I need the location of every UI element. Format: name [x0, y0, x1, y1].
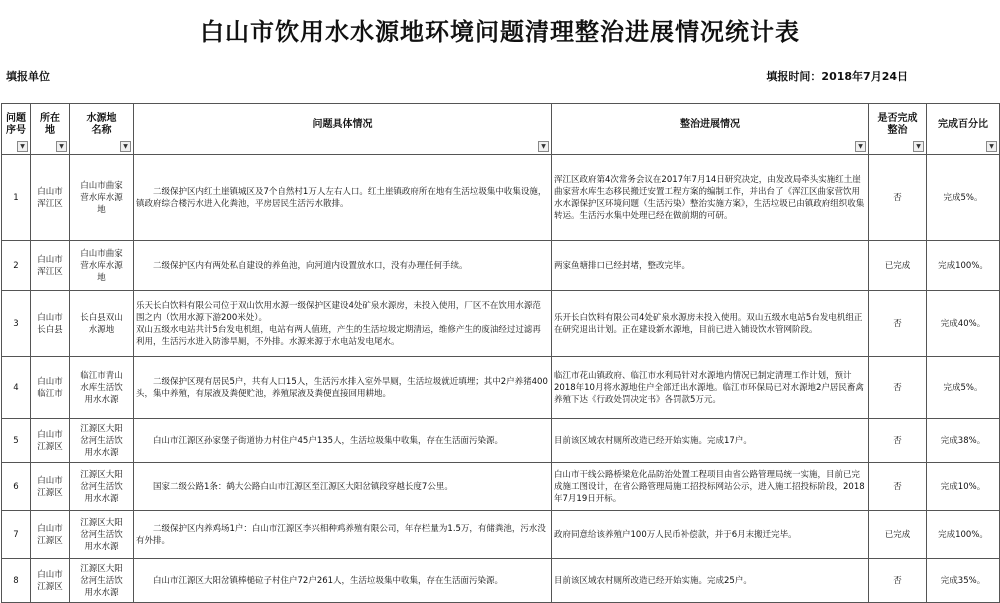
table-row [2, 559, 1000, 603]
cell-source: 白山市曲家 营水库水源 地 [70, 155, 134, 241]
table-row [2, 155, 1000, 241]
cell-percent: 完成35%。 [927, 559, 1000, 603]
cell-no: 5 [2, 419, 31, 463]
cell-source: 江源区大阳 岔河生活饮 用水水源 [70, 511, 134, 559]
cell-progress: 乐开长白饮料有限公司4处矿泉水源房未投入使用。双山五级水电站5台发电机组正在研究退出计划。正在建设新水源地，目前已进入铺设饮水管网阶段。 [552, 291, 869, 357]
cell-no: 4 [2, 357, 31, 419]
cell-progress: 政府同意给该养殖户100万人民币补偿款，并于6月末搬迁完毕。 [552, 511, 869, 559]
cell-percent: 完成10%。 [927, 463, 1000, 511]
header-row [2, 104, 1000, 155]
cell-problem: 乐天长白饮料有限公司位于双山饮用水源一级保护区建设4处矿泉水源房，未投入使用，厂区不在饮用水源范围之内（饮用水源下游200米处）。 双山五级水电站共计5台发电机组，电站有两人值班，产生的生活垃圾定期清运，维修产生的废油经过过滤再利用，生活污水进入防渗旱厕，不外排。水源来源于水电站发电尾水。 [134, 291, 552, 357]
cell-location: 白山市 江源区 [31, 419, 70, 463]
filter-dropdown-icon[interactable]: ▼ [986, 141, 997, 152]
table-row [2, 511, 1000, 559]
table-row [2, 419, 1000, 463]
cell-problem: 二级保护区内养鸡场1户：白山市江源区李兴相种鸡养殖有限公司，年存栏量为1.5万，有储粪池，污水没有外排。 [134, 511, 552, 559]
table-row [2, 463, 1000, 511]
cell-progress: 目前该区域农村厕所改造已经开始实施。完成25户。 [552, 559, 869, 603]
header-location: 所在 地 ▼ [31, 104, 70, 155]
cell-location: 白山市 长白县 [31, 291, 70, 357]
cell-location: 白山市 江源区 [31, 463, 70, 511]
filter-dropdown-icon[interactable]: ▼ [17, 141, 28, 152]
header-no: 问题 序号 ▼ [2, 104, 31, 155]
cell-completed: 否 [869, 419, 927, 463]
filter-dropdown-icon[interactable]: ▼ [120, 141, 131, 152]
cell-progress: 两家鱼塘排口已经封堵，整改完毕。 [552, 241, 869, 291]
table-row [2, 291, 1000, 357]
cell-source: 江源区大阳 岔河生活饮 用水水源 [70, 559, 134, 603]
cell-problem: 二级保护区现有居民5户，共有人口15人，生活污水排入室外旱厕，生活垃圾就近填埋；其中2户养猪400头，集中养殖，有尿液及粪便贮池，养殖尿液及粪便直接回用耕地。 [134, 357, 552, 419]
cell-percent: 完成100%。 [927, 241, 1000, 291]
header-completed: 是否完成 整治 ▼ [869, 104, 927, 155]
filter-dropdown-icon[interactable]: ▼ [913, 141, 924, 152]
cell-problem: 二级保护区内红土崖镇城区及7个自然村1万人左右人口。红土崖镇政府所在地有生活垃圾集中收集设施，镇政府综合楼污水进入化粪池，平房居民生活污水散排。 [134, 155, 552, 241]
header-source: 水源地 名称 ▼ [70, 104, 134, 155]
cell-location: 白山市 临江市 [31, 357, 70, 419]
cell-no: 1 [2, 155, 31, 241]
filter-dropdown-icon[interactable]: ▼ [538, 141, 549, 152]
cell-completed: 否 [869, 463, 927, 511]
cell-source: 江源区大阳 岔河生活饮 用水水源 [70, 419, 134, 463]
cell-location: 白山市 江源区 [31, 559, 70, 603]
table-row [2, 357, 1000, 419]
report-time: 填报时间：2018年7月24日 [766, 70, 908, 83]
cell-percent: 完成100%。 [927, 511, 1000, 559]
cell-problem: 国家二级公路1条：鹤大公路白山市江源区至江源区大阳岔镇段穿越长度7公里。 [134, 463, 552, 511]
cell-percent: 完成5%。 [927, 357, 1000, 419]
cell-progress: 临江市花山镇政府、临江市水利局针对水源地内情况已制定清理工作计划，预计2018年10月将水源地住户全部迁出水源地。临江市环保局已对水源地2户居民畜禽养殖下达《行政处罚决定书》各罚款5万元。 [552, 357, 869, 419]
cell-completed: 已完成 [869, 511, 927, 559]
cell-completed: 否 [869, 559, 927, 603]
cell-completed: 否 [869, 291, 927, 357]
reporting-unit-label: 填报单位 [6, 70, 50, 83]
filter-dropdown-icon[interactable]: ▼ [56, 141, 67, 152]
page-title: 白山市饮用水水源地环境问题清理整治进展情况统计表 [200, 18, 800, 46]
cell-source: 临江市青山 水库生活饮 用水水源 [70, 357, 134, 419]
cell-progress: 目前该区域农村厕所改造已经开始实施。完成17户。 [552, 419, 869, 463]
cell-completed: 否 [869, 357, 927, 419]
cell-progress: 浑江区政府第4次常务会议在2017年7月14日研究决定，由发改局牵头实施红土崖曲家营水库生态移民搬迁安置工程方案的编制工作，并出台了《浑江区曲家营饮用水水源保护区环境问题（生活污染）整治实施方案》，生活垃圾已由镇政府组织收集转运。生活污水集中处理已经在做前期的可研。 [552, 155, 869, 241]
header-progress: 整治进展情况 ▼ [552, 104, 869, 155]
cell-source: 长白县双山 水源地 [70, 291, 134, 357]
cell-problem: 白山市江源区大阳岔镇棒槌砬子村住户72户261人，生活垃圾集中收集，存在生活面污染源。 [134, 559, 552, 603]
header-problem: 问题具体情况 ▼ [134, 104, 552, 155]
cell-progress: 白山市干线公路桥梁危化品防治处置工程项目由省公路管理局统一实施，目前已完成施工图设计，在省公路管理局施工招投标网站公示，进入施工招投标阶段，2018年7月19日开标。 [552, 463, 869, 511]
filter-dropdown-icon[interactable]: ▼ [855, 141, 866, 152]
cell-no: 7 [2, 511, 31, 559]
cell-no: 8 [2, 559, 31, 603]
progress-table [1, 103, 1000, 603]
cell-percent: 完成5%。 [927, 155, 1000, 241]
cell-no: 3 [2, 291, 31, 357]
cell-percent: 完成38%。 [927, 419, 1000, 463]
table-row [2, 241, 1000, 291]
cell-problem: 白山市江源区孙家堡子街道协力村住户45户135人，生活垃圾集中收集，存在生活面污染源。 [134, 419, 552, 463]
cell-percent: 完成40%。 [927, 291, 1000, 357]
cell-no: 6 [2, 463, 31, 511]
cell-no: 2 [2, 241, 31, 291]
cell-location: 白山市 浑江区 [31, 241, 70, 291]
cell-location: 白山市 浑江区 [31, 155, 70, 241]
cell-source: 江源区大阳 岔河生活饮 用水水源 [70, 463, 134, 511]
cell-problem: 二级保护区内有两处私自建设的养鱼池，向河道内设置放水口，没有办理任何手续。 [134, 241, 552, 291]
header-percent: 完成百分比 ▼ [927, 104, 1000, 155]
cell-completed: 否 [869, 155, 927, 241]
cell-source: 白山市曲家 营水库水源 地 [70, 241, 134, 291]
cell-location: 白山市 江源区 [31, 511, 70, 559]
cell-completed: 已完成 [869, 241, 927, 291]
